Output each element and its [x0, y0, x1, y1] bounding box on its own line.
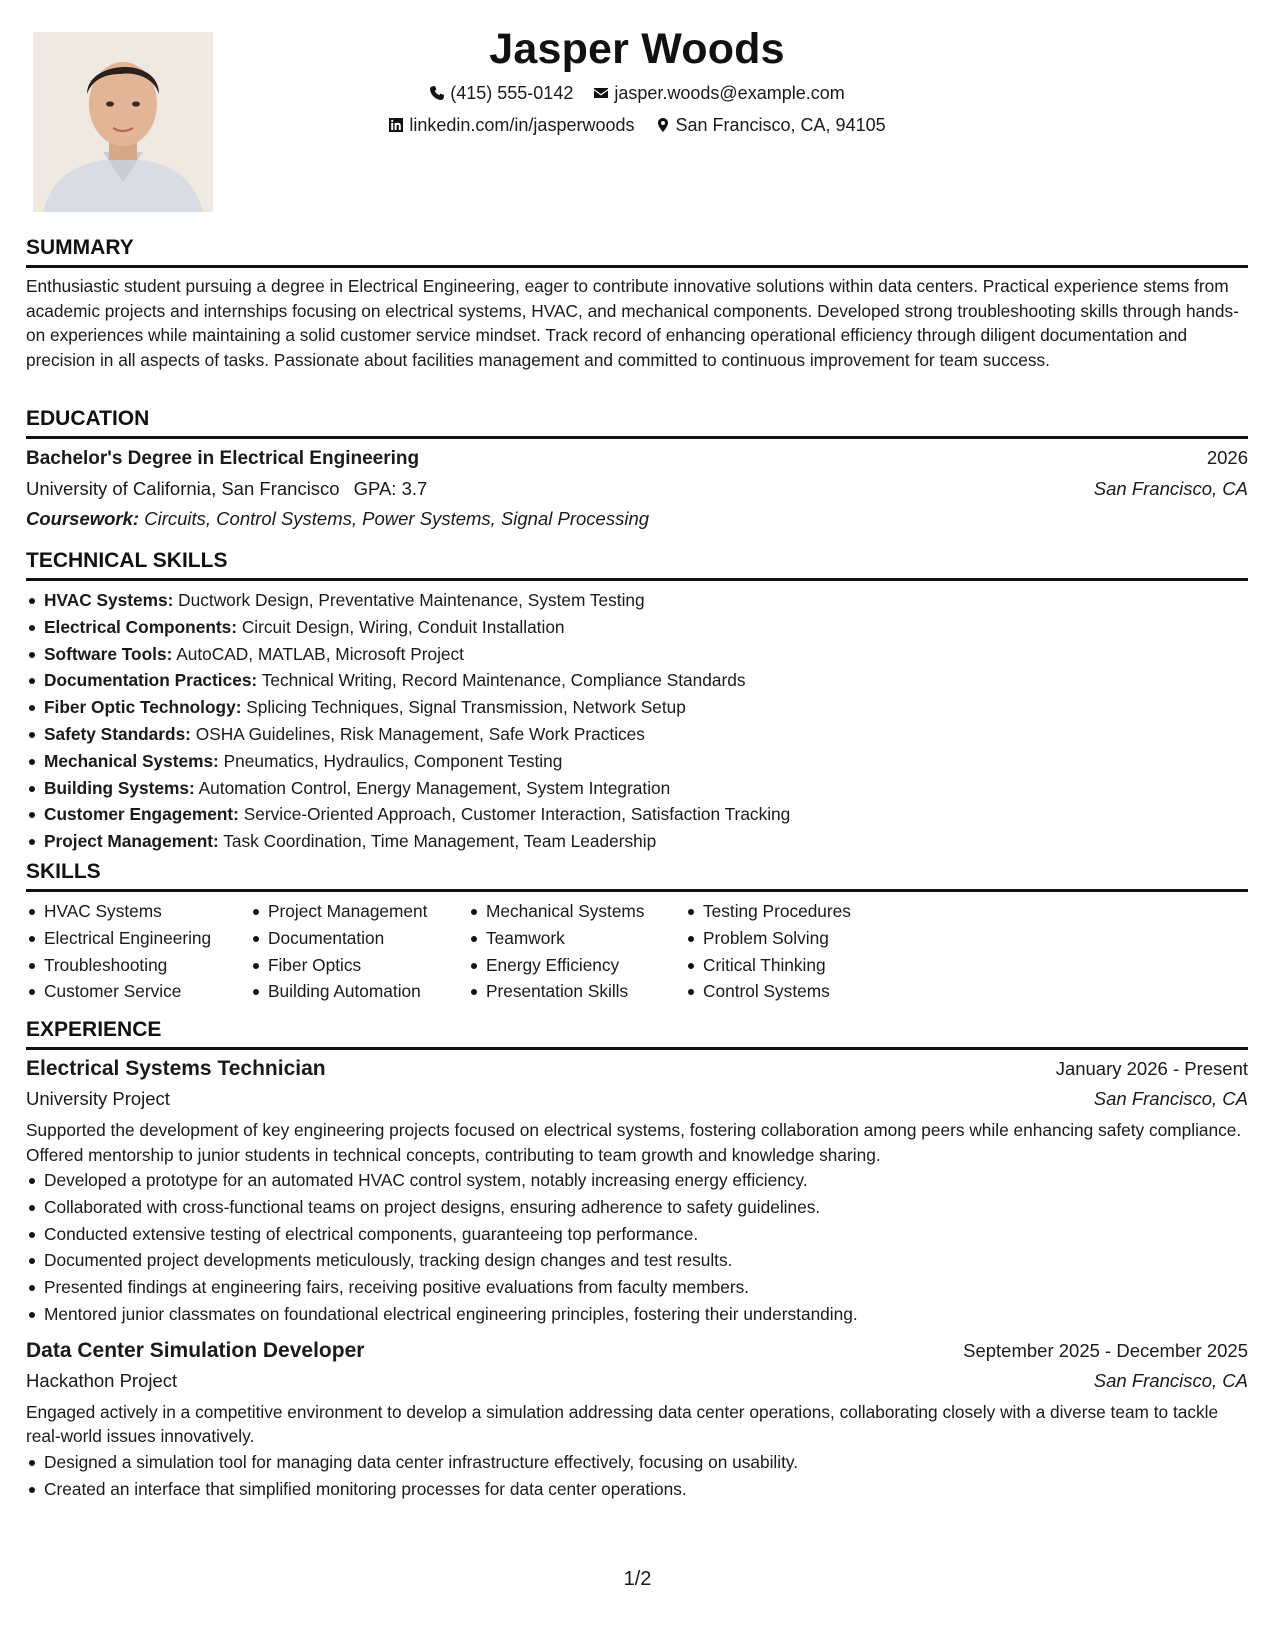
- list-item: Safety Standards: OSHA Guidelines, Risk Management, Safe Work Practices: [26, 721, 1248, 748]
- list-item: Documented project developments meticulously, tracking design changes and test results.: [26, 1247, 1248, 1274]
- list-item: Energy Efficiency: [468, 952, 685, 979]
- list-item: Designed a simulation tool for managing data center infrastructure effectively, focusing on usability.: [26, 1449, 1248, 1476]
- list-item: Teamwork: [468, 925, 685, 952]
- summary-heading: SUMMARY: [26, 235, 1248, 268]
- email-text: jasper.woods@example.com: [614, 83, 845, 103]
- job-entry-1: [26, 1054, 1248, 1328]
- location-contact: [655, 112, 886, 138]
- summary-section: [26, 235, 1248, 372]
- map-pin-icon: [655, 117, 671, 133]
- job-description: Engaged actively in a competitive environment to develop a simulation addressing data center operations, collaborating closely with a diverse team to tackle real-world issues innovatively.: [26, 1401, 1219, 1447]
- job-location: San Francisco, CA: [1093, 1088, 1248, 1109]
- list-item: HVAC Systems: Ductwork Design, Preventative Maintenance, System Testing: [26, 587, 1248, 614]
- experience-heading: EXPERIENCE: [26, 1017, 1248, 1050]
- school-name: University of California, San Francisco: [26, 478, 340, 499]
- skills-grid: [26, 898, 1248, 1005]
- technical-skills-heading: TECHNICAL SKILLS: [26, 548, 1248, 581]
- summary-text: Enthusiastic student pursuing a degree in Electrical Engineering, eager to contribute innovative solutions within data centers. Practical experience stems from academic projects and internships focusing on electrical systems, HVAC, and mechanical components. Developed strong troubleshooting skills through hands-on experiences while maintaining a solid customer service mindset. Track record of enhancing operational efficiency through diligent documentation and precision in all aspects of tasks. Passionate about facilities management and committed to continuous improvement for team success.: [26, 276, 1239, 370]
- list-item: Conducted extensive testing of electrical components, guaranteeing top performance.: [26, 1221, 1248, 1248]
- list-item: Presented findings at engineering fairs, receiving positive evaluations from faculty members.: [26, 1274, 1248, 1301]
- contact-row-1: [26, 80, 1248, 106]
- list-item: Building Systems: Automation Control, Energy Management, System Integration: [26, 775, 1248, 802]
- skills-column-3: [468, 898, 685, 1005]
- list-item: Collaborated with cross-functional teams on project designs, ensuring adherence to safety guidelines.: [26, 1194, 1248, 1221]
- graduation-year: 2026: [1206, 447, 1248, 468]
- list-item: Mechanical Systems: Pneumatics, Hydraulics, Component Testing: [26, 748, 1248, 775]
- job-entry-2: [26, 1336, 1248, 1503]
- list-item: Control Systems: [685, 978, 905, 1005]
- list-item: Documentation Practices: Technical Writing, Record Maintenance, Compliance Standards: [26, 667, 1248, 694]
- job-dates: September 2025 - December 2025: [963, 1339, 1248, 1361]
- resume-page: [26, 0, 1248, 1650]
- list-item: Developed a prototype for an automated HVAC control system, notably increasing energy efficiency.: [26, 1167, 1248, 1194]
- job-bullets: [26, 1449, 1248, 1503]
- list-item: Customer Engagement: Service-Oriented Approach, Customer Interaction, Satisfaction Tracking: [26, 801, 1248, 828]
- list-item: Software Tools: AutoCAD, MATLAB, Microsoft Project: [26, 641, 1248, 668]
- job-description: Supported the development of key engineering projects focused on electrical systems, fostering collaboration among peers while enhancing safety compliance. Offered mentorship to junior students in technical concepts, contributing to team growth and knowledge sharing.: [26, 1120, 1242, 1165]
- list-item: Fiber Optic Technology: Splicing Techniques, Signal Transmission, Network Setup: [26, 694, 1248, 721]
- phone-icon: [429, 85, 445, 101]
- list-item: Documentation: [250, 925, 468, 952]
- education-heading: EDUCATION: [26, 406, 1248, 439]
- technical-skills-section: [26, 548, 1248, 855]
- coursework-list: Circuits, Control Systems, Power Systems, Signal Processing: [144, 508, 650, 529]
- linkedin-icon: [388, 117, 404, 133]
- contact-row-2: [26, 112, 1248, 138]
- email-contact[interactable]: [593, 80, 844, 106]
- list-item: Electrical Engineering: [26, 925, 250, 952]
- job-location: San Francisco, CA: [1093, 1369, 1248, 1391]
- job-title: Data Center Simulation Developer: [26, 1338, 365, 1362]
- list-item: Customer Service: [26, 978, 250, 1005]
- job-title: Electrical Systems Technician: [26, 1057, 326, 1080]
- list-item: Project Management: [250, 898, 468, 925]
- page-number: 1/2: [623, 1568, 652, 1590]
- gpa: GPA: 3.7: [353, 478, 428, 499]
- skills-column-4: [685, 898, 905, 1005]
- education-section: [26, 406, 1248, 534]
- location-text: San Francisco, CA, 94105: [675, 115, 886, 135]
- experience-section: [26, 1017, 1248, 1502]
- resume-header: [26, 22, 1248, 138]
- job-bullets: [26, 1167, 1248, 1328]
- list-item: Critical Thinking: [685, 952, 905, 979]
- skills-heading: SKILLS: [26, 859, 1248, 892]
- list-item: Mentored junior classmates on foundational electrical engineering principles, fostering their understanding.: [26, 1301, 1248, 1328]
- list-item: Project Management: Task Coordination, Time Management, Team Leadership: [26, 828, 1248, 855]
- job-organization: University Project: [26, 1088, 170, 1109]
- list-item: Mechanical Systems: [468, 898, 685, 925]
- job-dates: January 2026 - Present: [1055, 1058, 1248, 1079]
- list-item: Presentation Skills: [468, 978, 685, 1005]
- linkedin-contact[interactable]: [388, 112, 634, 138]
- list-item: HVAC Systems: [26, 898, 250, 925]
- list-item: Created an interface that simplified monitoring processes for data center operations.: [26, 1476, 1248, 1503]
- list-item: Problem Solving: [685, 925, 905, 952]
- envelope-icon: [593, 85, 609, 101]
- list-item: Building Automation: [250, 978, 468, 1005]
- skills-column-2: [250, 898, 468, 1005]
- linkedin-text: linkedin.com/in/jasperwoods: [409, 115, 635, 135]
- job-organization: Hackathon Project: [26, 1369, 178, 1391]
- list-item: Electrical Components: Circuit Design, Wiring, Conduit Installation: [26, 614, 1248, 641]
- list-item: Testing Procedures: [685, 898, 905, 925]
- skills-section: [26, 859, 1248, 1005]
- phone-contact[interactable]: [429, 80, 573, 106]
- list-item: Troubleshooting: [26, 952, 250, 979]
- candidate-name: Jasper Woods: [489, 25, 785, 73]
- technical-skills-list: [26, 587, 1248, 855]
- skills-column-1: [26, 898, 250, 1005]
- degree-name: Bachelor's Degree in Electrical Engineering: [26, 448, 420, 469]
- phone-text: (415) 555-0142: [450, 83, 574, 103]
- coursework-label: Coursework:: [26, 508, 140, 529]
- school-location: San Francisco, CA: [1093, 478, 1248, 499]
- list-item: Fiber Optics: [250, 952, 468, 979]
